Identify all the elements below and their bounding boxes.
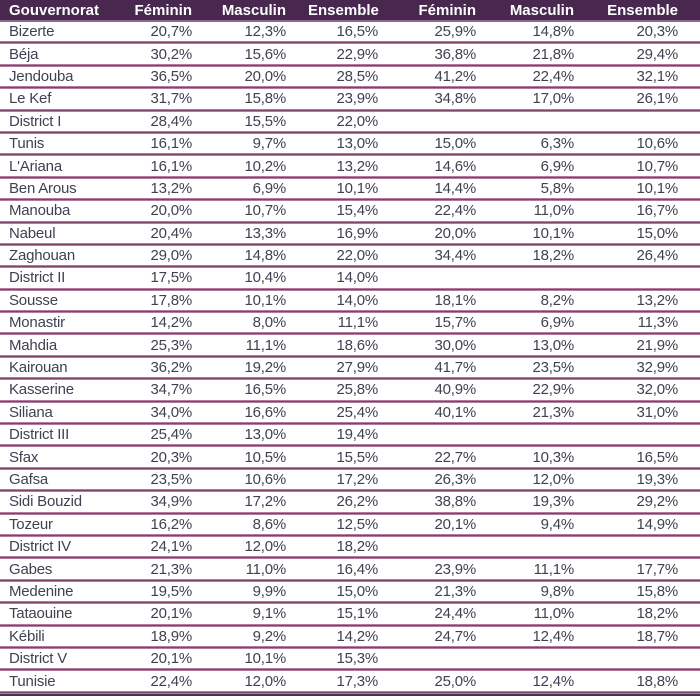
value-cell: 23,9% xyxy=(336,90,378,108)
value-cell: 30,2% xyxy=(150,45,192,63)
value-cell: 30,0% xyxy=(434,336,476,354)
value-cell: 29,2% xyxy=(636,493,678,511)
value-cell: 17,5% xyxy=(150,269,192,287)
column-header-ensemble-2: Ensemble xyxy=(607,1,678,19)
value-cell: 22,0% xyxy=(336,112,378,130)
value-cell: 11,0% xyxy=(533,202,574,220)
value-cell: 16,5% xyxy=(336,23,378,41)
value-cell: 34,8% xyxy=(434,90,476,108)
value-cell: 10,1% xyxy=(636,179,678,197)
value-cell: 15,0% xyxy=(336,582,378,600)
value-cell: 19,5% xyxy=(150,582,192,600)
table-row xyxy=(0,156,700,175)
value-cell: 13,2% xyxy=(336,157,378,175)
table-row xyxy=(0,604,700,623)
value-cell: 15,8% xyxy=(636,582,678,600)
governorate-name: District I xyxy=(9,112,62,130)
governorate-name: Monastir xyxy=(9,314,65,332)
table-row xyxy=(0,470,700,489)
value-cell: 21,9% xyxy=(636,336,678,354)
value-cell: 29,0% xyxy=(150,247,192,265)
value-cell: 16,5% xyxy=(636,448,678,466)
governorate-name: Tataouine xyxy=(9,605,73,623)
value-cell: 18,9% xyxy=(150,627,192,645)
table-row xyxy=(0,492,700,511)
table-bottom-border xyxy=(0,694,700,696)
governorate-name: Gabes xyxy=(9,560,53,578)
table-row xyxy=(0,44,700,63)
value-cell: 14,8% xyxy=(532,23,574,41)
governorate-name: Sfax xyxy=(9,448,39,466)
value-cell: 21,3% xyxy=(150,560,192,578)
governorate-name: Zaghouan xyxy=(9,247,75,265)
value-cell: 18,1% xyxy=(434,291,476,309)
governorate-name: District V xyxy=(9,650,68,668)
governorate-name: Gafsa xyxy=(9,471,49,488)
value-cell: 6,9% xyxy=(252,179,286,197)
value-cell: 14,2% xyxy=(150,314,192,332)
value-cell: 27,9% xyxy=(336,359,378,377)
table-row xyxy=(0,134,700,153)
value-cell: 17,0% xyxy=(532,90,574,108)
value-cell: 9,9% xyxy=(252,582,286,600)
value-cell: 15,4% xyxy=(336,202,378,220)
value-cell: 11,1% xyxy=(245,336,286,354)
value-cell: 10,5% xyxy=(244,448,286,466)
table-row xyxy=(0,425,700,444)
table-row xyxy=(0,403,700,422)
value-cell: 17,8% xyxy=(150,291,192,309)
value-cell: 16,2% xyxy=(150,515,192,533)
value-cell: 18,2% xyxy=(636,605,678,623)
value-cell: 38,8% xyxy=(434,493,476,511)
value-cell: 18,2% xyxy=(336,538,378,556)
value-cell: 18,6% xyxy=(336,336,378,354)
value-cell: 20,0% xyxy=(150,202,192,220)
table-body xyxy=(0,22,700,694)
value-cell: 15,0% xyxy=(636,224,678,242)
value-cell: 12,0% xyxy=(532,471,574,488)
value-cell: 15,5% xyxy=(336,448,378,466)
value-cell: 10,1% xyxy=(244,650,286,668)
value-cell: 15,1% xyxy=(336,605,378,623)
value-cell: 13,0% xyxy=(336,135,378,153)
value-cell: 34,0% xyxy=(150,403,192,421)
table-row xyxy=(0,582,700,601)
value-cell: 22,9% xyxy=(336,45,378,63)
value-cell: 36,8% xyxy=(434,45,476,63)
governorate-name: Kairouan xyxy=(9,359,68,377)
value-cell: 31,0% xyxy=(636,403,678,421)
value-cell: 9,8% xyxy=(540,582,574,600)
column-header-masculin-1: Masculin xyxy=(221,1,286,19)
value-cell: 11,0% xyxy=(245,560,286,578)
value-cell: 23,5% xyxy=(532,359,574,377)
value-cell: 20,7% xyxy=(150,23,192,41)
value-cell: 21,3% xyxy=(532,403,574,421)
value-cell: 20,0% xyxy=(434,224,476,242)
value-cell: 11,1% xyxy=(533,560,574,578)
value-cell: 17,3% xyxy=(336,672,378,690)
value-cell: 6,9% xyxy=(540,157,574,175)
value-cell: 19,3% xyxy=(636,471,678,488)
value-cell: 20,4% xyxy=(150,224,192,242)
column-header-masculin-2: Masculin xyxy=(509,1,574,19)
value-cell: 14,8% xyxy=(244,247,286,265)
value-cell: 14,0% xyxy=(336,269,378,287)
value-cell: 41,7% xyxy=(434,359,476,377)
value-cell: 11,1% xyxy=(337,314,378,332)
value-cell: 10,6% xyxy=(244,471,286,488)
value-cell: 21,8% xyxy=(532,45,574,63)
value-cell: 12,5% xyxy=(336,515,378,533)
value-cell: 22,0% xyxy=(336,247,378,265)
value-cell: 13,2% xyxy=(636,291,678,309)
value-cell: 24,7% xyxy=(434,627,476,645)
table-row xyxy=(0,201,700,220)
value-cell: 19,4% xyxy=(336,426,378,444)
table-row xyxy=(0,291,700,310)
value-cell: 12,0% xyxy=(244,672,286,690)
value-cell: 15,8% xyxy=(244,90,286,108)
value-cell: 25,8% xyxy=(336,381,378,399)
value-cell: 9,4% xyxy=(540,515,574,533)
value-cell: 32,1% xyxy=(636,67,678,85)
governorate-name: Le Kef xyxy=(9,90,52,108)
value-cell: 15,7% xyxy=(434,314,476,332)
value-cell: 28,4% xyxy=(150,112,192,130)
table-row xyxy=(0,89,700,108)
value-cell: 16,1% xyxy=(150,157,192,175)
value-cell: 10,1% xyxy=(532,224,574,242)
governorate-name: L'Ariana xyxy=(9,157,62,175)
value-cell: 34,4% xyxy=(434,247,476,265)
value-cell: 16,9% xyxy=(336,224,378,242)
value-cell: 14,2% xyxy=(336,627,378,645)
value-cell: 41,2% xyxy=(434,67,476,85)
table-row xyxy=(0,335,700,354)
value-cell: 26,4% xyxy=(636,247,678,265)
value-cell: 10,6% xyxy=(636,135,678,153)
table-row xyxy=(0,380,700,399)
value-cell: 16,1% xyxy=(150,135,192,153)
value-cell: 26,2% xyxy=(336,493,378,511)
column-header-gouvernorat: Gouvernorat xyxy=(9,1,100,19)
value-cell: 12,0% xyxy=(244,538,286,556)
governorate-name: Tozeur xyxy=(9,515,53,533)
governorate-name: Béja xyxy=(9,45,39,63)
value-cell: 40,9% xyxy=(434,381,476,399)
governorate-name: Sousse xyxy=(9,291,58,309)
value-cell: 18,7% xyxy=(636,627,678,645)
value-cell: 8,0% xyxy=(252,314,286,332)
value-cell: 22,4% xyxy=(532,67,574,85)
value-cell: 20,1% xyxy=(150,605,192,623)
table-row xyxy=(0,179,700,198)
value-cell: 20,1% xyxy=(434,515,476,533)
value-cell: 20,3% xyxy=(636,23,678,41)
table-header-row xyxy=(0,0,700,22)
governorate-name: District III xyxy=(9,426,70,444)
value-cell: 10,1% xyxy=(336,179,378,197)
value-cell: 24,4% xyxy=(434,605,476,623)
value-cell: 6,3% xyxy=(540,135,574,153)
value-cell: 23,5% xyxy=(150,471,192,488)
governorate-name: Tunis xyxy=(9,135,45,153)
value-cell: 15,3% xyxy=(336,650,378,668)
value-cell: 19,2% xyxy=(244,359,286,377)
column-header-ensemble-1: Ensemble xyxy=(308,1,379,19)
value-cell: 25,0% xyxy=(434,672,476,690)
value-cell: 26,1% xyxy=(636,90,678,108)
value-cell: 40,1% xyxy=(434,403,476,421)
governorate-name: Jendouba xyxy=(9,67,74,85)
governorate-name: Ben Arous xyxy=(9,179,77,197)
table-row xyxy=(0,268,700,287)
governorate-name: Sidi Bouzid xyxy=(9,493,82,511)
value-cell: 25,9% xyxy=(434,23,476,41)
value-cell: 17,2% xyxy=(244,493,286,511)
value-cell: 22,4% xyxy=(434,202,476,220)
value-cell: 9,2% xyxy=(252,627,286,645)
governorate-name: Kasserine xyxy=(9,381,74,399)
table-row xyxy=(0,515,700,534)
value-cell: 14,4% xyxy=(434,179,476,197)
value-cell: 11,0% xyxy=(533,605,574,623)
value-cell: 10,7% xyxy=(636,157,678,175)
table-row xyxy=(0,627,700,646)
value-cell: 10,3% xyxy=(532,448,574,466)
value-cell: 25,3% xyxy=(150,336,192,354)
value-cell: 14,0% xyxy=(336,291,378,309)
table-row xyxy=(0,313,700,332)
value-cell: 18,8% xyxy=(636,672,678,690)
table-row xyxy=(0,649,700,668)
value-cell: 20,0% xyxy=(244,67,286,85)
table-row xyxy=(0,537,700,556)
value-cell: 25,4% xyxy=(150,426,192,444)
table-row xyxy=(0,224,700,243)
value-cell: 22,7% xyxy=(434,448,476,466)
value-cell: 15,5% xyxy=(244,112,286,130)
value-cell: 10,1% xyxy=(244,291,286,309)
value-cell: 32,9% xyxy=(636,359,678,377)
governorate-name: Bizerte xyxy=(9,23,55,41)
value-cell: 36,5% xyxy=(150,67,192,85)
value-cell: 25,4% xyxy=(336,403,378,421)
value-cell: 26,3% xyxy=(434,471,476,488)
value-cell: 14,6% xyxy=(434,157,476,175)
value-cell: 8,6% xyxy=(252,515,286,533)
value-cell: 10,4% xyxy=(244,269,286,287)
value-cell: 13,3% xyxy=(244,224,286,242)
value-cell: 29,4% xyxy=(636,45,678,63)
value-cell: 23,9% xyxy=(434,560,476,578)
value-cell: 13,0% xyxy=(244,426,286,444)
value-cell: 10,7% xyxy=(244,202,286,220)
column-header-feminin-1: Féminin xyxy=(134,1,192,19)
value-cell: 6,9% xyxy=(540,314,574,332)
value-cell: 9,1% xyxy=(252,605,286,623)
value-cell: 16,5% xyxy=(244,381,286,399)
value-cell: 9,7% xyxy=(252,135,286,153)
value-cell: 16,7% xyxy=(636,202,678,220)
table-row xyxy=(0,22,700,41)
value-cell: 22,4% xyxy=(150,672,192,690)
governorate-name: Tunisie xyxy=(9,672,56,690)
value-cell: 15,0% xyxy=(434,135,476,153)
value-cell: 28,5% xyxy=(336,67,378,85)
value-cell: 5,8% xyxy=(540,179,574,197)
value-cell: 10,2% xyxy=(244,157,286,175)
table-row xyxy=(0,246,700,265)
value-cell: 24,1% xyxy=(150,538,192,556)
value-cell: 19,3% xyxy=(532,493,574,511)
value-cell: 20,3% xyxy=(150,448,192,466)
value-cell: 32,0% xyxy=(636,381,678,399)
value-cell: 16,4% xyxy=(336,560,378,578)
value-cell: 8,2% xyxy=(540,291,574,309)
governorate-name: Manouba xyxy=(9,202,71,220)
value-cell: 14,9% xyxy=(636,515,678,533)
value-cell: 20,1% xyxy=(150,650,192,668)
value-cell: 13,0% xyxy=(532,336,574,354)
table-row xyxy=(0,112,700,131)
value-cell: 36,2% xyxy=(150,359,192,377)
table-row xyxy=(0,358,700,377)
governorate-name: Medenine xyxy=(9,582,74,600)
value-cell: 21,3% xyxy=(434,582,476,600)
value-cell: 17,2% xyxy=(336,471,378,488)
governorate-name: District II xyxy=(9,269,66,287)
value-cell: 15,6% xyxy=(244,45,286,63)
value-cell: 12,4% xyxy=(532,672,574,690)
governorate-name: Kébili xyxy=(9,627,45,645)
governorate-name: Mahdia xyxy=(9,336,57,354)
table-row xyxy=(0,447,700,466)
value-cell: 34,7% xyxy=(150,381,192,399)
governorate-name: Nabeul xyxy=(9,224,56,242)
table-row xyxy=(0,67,700,86)
table-row xyxy=(0,559,700,578)
value-cell: 31,7% xyxy=(150,90,192,108)
value-cell: 13,2% xyxy=(150,179,192,197)
value-cell: 18,2% xyxy=(532,247,574,265)
value-cell: 12,4% xyxy=(532,627,574,645)
column-header-feminin-2: Féminin xyxy=(418,1,476,19)
value-cell: 22,9% xyxy=(532,381,574,399)
value-cell: 16,6% xyxy=(244,403,286,421)
governorate-name: Siliana xyxy=(9,403,53,421)
value-cell: 17,7% xyxy=(636,560,678,578)
value-cell: 34,9% xyxy=(150,493,192,511)
governorate-name: District IV xyxy=(9,538,71,556)
value-cell: 12,3% xyxy=(244,23,286,41)
value-cell: 11,3% xyxy=(637,314,678,332)
table-row xyxy=(0,671,700,690)
